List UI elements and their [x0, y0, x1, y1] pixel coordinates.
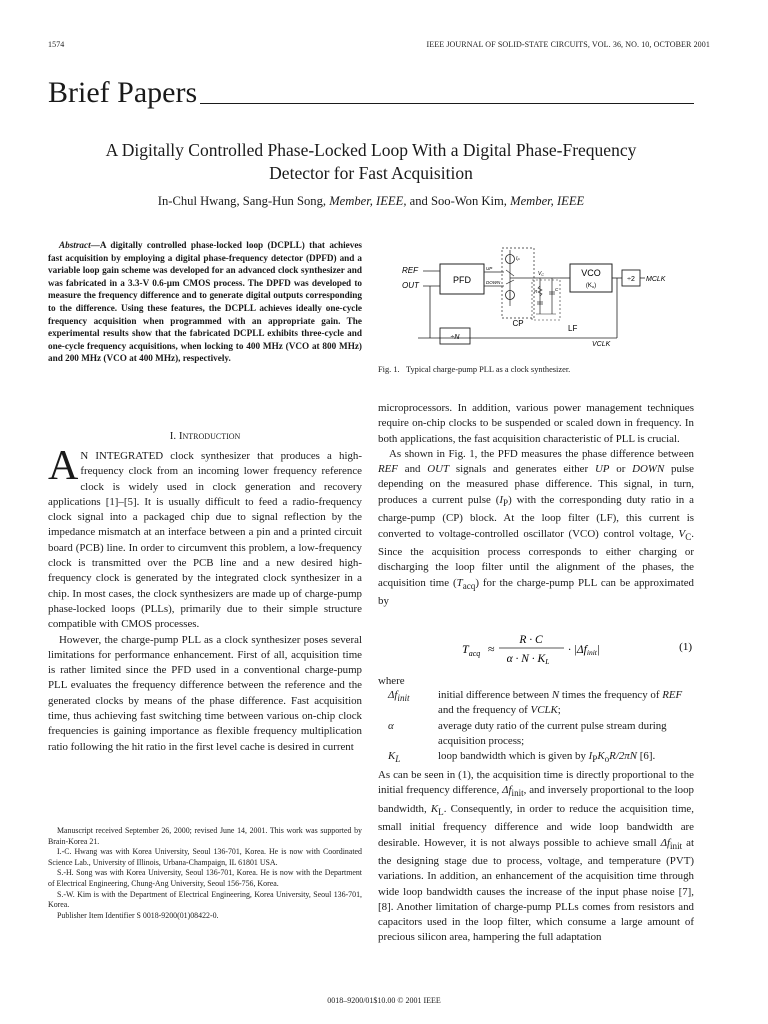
- svg-text:(1): (1): [679, 641, 692, 653]
- footnote-received: Manuscript received September 26, 2000; revised June 14, 2001. This work was supported by Brain-Korea 21.: [48, 826, 362, 846]
- fig-c-label: C: [555, 287, 559, 292]
- page-number: 1574: [48, 40, 65, 49]
- abstract: [48, 239, 362, 365]
- section-title: Brief Papers: [48, 76, 198, 109]
- definitions: [378, 688, 694, 768]
- intro-paragraph-1: [48, 443, 362, 633]
- fig-vco-label: VCO: [581, 268, 601, 278]
- equation-1: [378, 632, 694, 666]
- footnote-author-1: I.-C. Hwang was with Korea University, Seoul 136-701, Korea. He is now with Coordinated Science Lab., University of Illinois, Urbana-Champaign, IL 61801 USA.: [48, 847, 362, 867]
- intro-paragraph-2: However, the charge-pump PLL as a clock synthesizer poses several limitations for performance enhancement. First of all, acquisition time is rather limited since the PFD used in a conventional charge-pump PLL evaluates the frequency difference between the reference and the generated clocks by means of the phase difference. Fast acquisition time, thus achieving fast switching time between various on-chip clock frequencies is gaining importance as flexible frequency multiplication ratio following the hit ratio in the first level cache is desired in current: [48, 633, 362, 753]
- fig-out-label: OUT: [402, 281, 419, 290]
- right-column-text-1: [378, 401, 694, 609]
- definition-row: $\Delta f_{init}$ initial difference between N times the frequency of REF and the frequency of VCLK;: [388, 689, 683, 717]
- right-column-text-2: [378, 768, 694, 946]
- fig-div2-label: ÷2: [627, 276, 635, 283]
- fig-vc-label: $V_C$: [538, 271, 544, 277]
- abstract-text: —A digitally controlled phase-locked loop (DCPLL) that achieves fast acquisition by employing a digital phase-frequency detector (DPFD) and a variable loop gain scheme was developed for an advanced clock synthesizer and was fabricated in a 3.3-V 0.6-μm CMOS process. The DPFD was developed to measure the frequency difference and to generate digital outputs corresponding to the difference. Using these features, the DCPLL achieves ideally one-cycle frequency acquisition when programmed with an appropriate gain. The experimental results show that the fabricated DCPLL exhibits three-cycle and one-cycle frequency acquisitions, when locking to 400 MHz (VCO at 800 MHz) and 200 MHz (VCO at 400 MHz), respectively.: [48, 240, 362, 364]
- paper-title: [48, 139, 694, 185]
- definition-row: $K_L$ loop bandwidth which is given by $I_PK_oR/2\pi N$ [6].: [388, 750, 656, 765]
- fig-down-label: DOWN: [486, 280, 501, 285]
- fig-up-label: UP: [486, 266, 493, 271]
- svg-text:≈: ≈: [488, 642, 495, 656]
- intro-title: Introduction: [178, 430, 241, 442]
- intro-number: I.: [169, 430, 177, 442]
- figure-caption-text: Typical charge-pump PLL as a clock synthesizer.: [405, 365, 571, 374]
- intro-heading: [48, 429, 362, 443]
- fig-ref-label: REF: [402, 266, 418, 275]
- fig-pfd-label: PFD: [453, 275, 471, 285]
- fig-vclk-label: VCLK: [592, 341, 611, 348]
- right-paragraph-2: As shown in Fig. 1, the PFD measures the phase difference between REF and OUT signals and generates either UP or DOWN pulse depending on the measured phase difference. This signal, in turn, produces a current pulse $(I_P)$ with the corresponding duty ratio in a charge-pump (CP) block. At the loop filter (LF), this current is converted to voltage-controlled oscillator (VCO) control voltage, $V_C$. Since the acquisition process corresponds to either charging or discharging the loop filter until the alignment of the phases, the acquisition time $(T_{acq})$ for the charge-pump PLL can be approximated by: [378, 447, 695, 608]
- footnotes: [48, 826, 362, 921]
- member-label-2: Member, IEEE: [510, 194, 585, 208]
- fig-ip-label: $I_P$: [516, 256, 520, 262]
- author-names-2: and Soo-Won Kim,: [409, 194, 507, 208]
- copyright-footer: 0018–9200/01$10.00 © 2001 IEEE: [327, 996, 441, 1005]
- member-label-1: Member, IEEE,: [329, 194, 407, 208]
- svg-text:Tacq: $T_{acq}$: [462, 642, 481, 658]
- footnote-author-3: S.-W. Kim is with the Department of Electrical Engineering, Korea University, Seoul 136-701, Korea.: [48, 889, 362, 910]
- svg-text:R · C: R · C: [519, 634, 543, 646]
- fig-mclk-label: MCLK: [646, 276, 666, 283]
- svg-text:· |Δfinit|: · |Δfinit|: [568, 644, 601, 657]
- footnote-author-2: S.-H. Song was with Korea University, Seoul 136-701, Korea. He is now with the Department of Electrical Engineering, Chung-Ang University, Seoul 156-756, Korea.: [48, 868, 362, 888]
- pll-block-diagram: [400, 242, 670, 350]
- figure-caption-label: Fig. 1.: [378, 365, 400, 374]
- section-rule: [200, 103, 694, 104]
- svg-text:α · N · KL: α · N · KL: [506, 653, 550, 666]
- title-line-2: Detector for Fast Acquisition: [269, 163, 473, 183]
- footnote-publisher-id: Publisher Item Identifier S 0018-9200(01)08422-0.: [57, 910, 219, 920]
- fig-lf-label: LF: [568, 324, 578, 333]
- journal-header: IEEE JOURNAL OF SOLID-STATE CIRCUITS, VOL. 36, NO. 10, OCTOBER 2001: [426, 40, 710, 49]
- dropcap: A: [48, 443, 79, 489]
- authors: [48, 193, 694, 209]
- title-line-1: A Digitally Controlled Phase-Locked Loop With a Digital Phase-Frequency: [105, 140, 637, 160]
- intro-body: [48, 443, 362, 755]
- where-label: where: [378, 675, 405, 687]
- intro-paragraph-1-text: N INTEGRATED clock synthesizer that produces a high-frequency clock from an incoming lower frequency reference clock is widely used in clock generation and recovery applications [1]–[5]. It is usually difficult to feed a radio-frequency clock signal into a packaged chip due to signal reflection by the impedance mismatch at an interface between a pin and a printed circuit board (PCB) line. In order to circumvent this problem, a low-frequency clock is transmitted over the PCB line and a new desired high-frequency clock is generated by the integrated clock synthesizer in a chip. In most cases, the clock synthesizers are made up of charge-pump phase-locked loops (PLLs), primarily due to their simple structure compatible with CMOS processes.: [48, 450, 362, 631]
- figure-caption: [378, 364, 570, 375]
- right-paragraph-1: microprocessors. In addition, various power management techniques require on-chip clocks to be suspended or scaled down in frequency. In both applications, the fast acquisition characteristic of PLL is crucial.: [378, 402, 694, 445]
- abstract-lead: Abstract: [59, 240, 91, 250]
- definition-row: α average duty ratio of the current pulse stream during acquisition process;: [388, 719, 667, 747]
- author-names-1: In-Chul Hwang, Sang-Hun Song,: [157, 194, 327, 208]
- fig-ko-label: (Ko): [585, 283, 597, 289]
- fig-divn-label: ÷N: [450, 334, 460, 341]
- fig-cp-label: CP: [512, 319, 524, 328]
- right-paragraph-3: As can be seen in (1), the acquisition time is directly proportional to the initial frequency difference, $\Delta f_{init}$, and inversely proportional to the loop bandwidth, $K_L$. Consequently, in order to reduce the acquisition time, small initial frequency difference and wide loop bandwidth are desirable. However, it is not always possible to achieve small $\Delta f_{init}$ at the designing stage due to process, voltage, and temperature (PVT) variations. In addition, an enhancement of the acquisition time through wide loop bandwidth causes the increase of the input phase noise [7], [8]. Another limitation of charge-pump PLLs comes from resistors and capacitors used in the loop filter, which consume a large amount of precious silicon area, hampering the full adaptation: [378, 769, 694, 944]
- fig-r-label: R: [534, 289, 538, 294]
